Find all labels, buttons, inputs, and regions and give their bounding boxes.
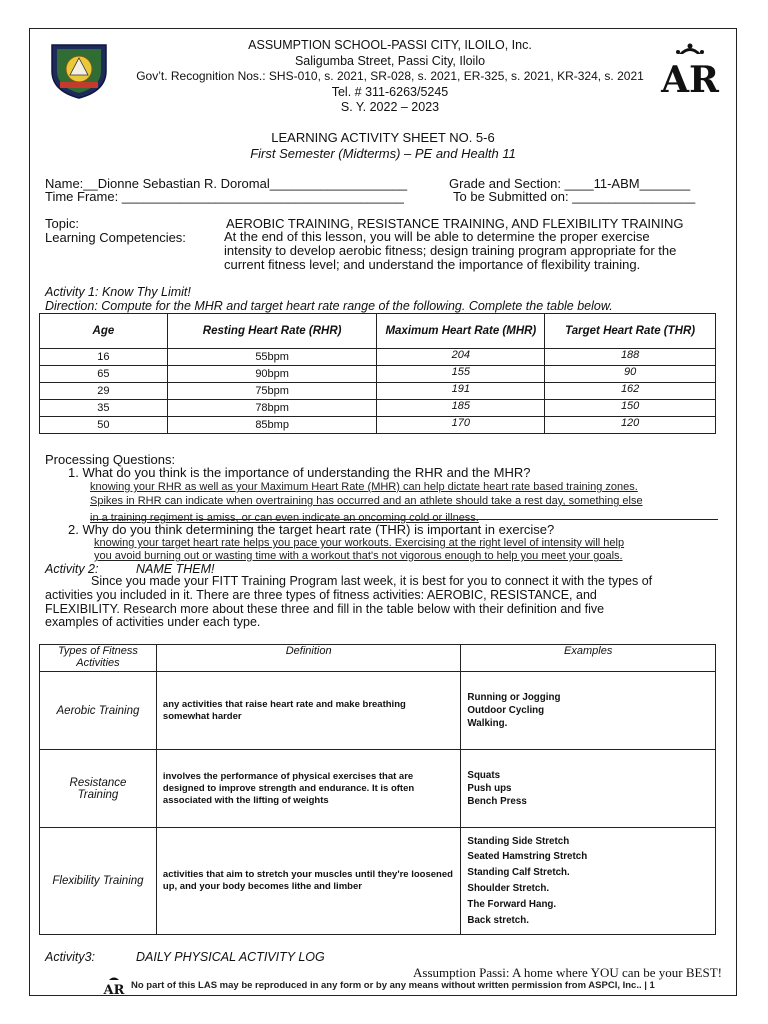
cell-mhr: 185 — [377, 400, 545, 417]
question-2: 2. Why do you think determining the target heart rate (THR) is important in exercise? — [68, 522, 555, 537]
example-item: Push ups — [467, 783, 512, 794]
cell-age: 50 — [40, 417, 168, 434]
col-header-type: Types of Fitness Activities — [40, 645, 157, 672]
answer-2 — [94, 537, 624, 563]
cell-thr: 162 — [545, 383, 716, 400]
cell-definition: involves the performance of physical exercises that are designed to improve strength and endurance. It is often associated with the lifting of weights — [156, 750, 460, 828]
cell-definition: activities that aim to stretch your muscles until they're loosened up, and your body becomes lithe and limber — [156, 828, 460, 935]
timeframe-label: Time Frame: — [45, 189, 119, 204]
cell-type: Flexibility Training — [40, 828, 157, 935]
col-header-definition: Definition — [156, 645, 460, 672]
table-row — [40, 750, 716, 828]
cell-rhr: 55bpm — [167, 349, 377, 366]
answer-line: knowing your target heart rate helps you pace your workouts. Exercising at the right level of intensity will help — [94, 537, 625, 549]
intro-line: activities you included in it. There are three types of fitness activities: AEROBIC, RESISTANCE, and — [45, 587, 597, 602]
heart-rate-table — [39, 313, 716, 434]
name-value: __Dionne Sebastian R. Doromal___________________ — [83, 176, 408, 191]
table-header-row — [40, 314, 716, 349]
cell-thr: 150 — [545, 400, 716, 417]
answer-line: Spikes in RHR can indicate when overtraining has occurred and an athlete should take a rest day, something else — [90, 495, 643, 507]
cell-thr: 90 — [545, 366, 716, 383]
topic-label: Topic: — [45, 216, 79, 231]
activity2-title: Activity 2: — [45, 562, 99, 576]
footer-motto: Assumption Passi: A home where YOU can be your BEST! — [413, 965, 722, 980]
competencies-text — [224, 230, 676, 272]
competency-line: At the end of this lesson, you will be able to determine the proper exercise — [224, 229, 650, 244]
answer-line: in a training regiment is amiss, or can even indicate an oncoming cold or illness. — [90, 512, 479, 524]
example-item: Walking. — [467, 718, 508, 729]
answer-1-rule — [90, 519, 718, 520]
intro-line: FLEXIBILITY. Research more about these three and fill in the table below with their definition and five — [45, 601, 605, 616]
footer-icon-text: AR — [103, 983, 125, 995]
activity1-direction: Direction: Compute for the MHR and target heart rate range of the following. Complete the table below. — [45, 299, 613, 313]
cell-mhr: 191 — [377, 383, 545, 400]
example-item: Standing Calf Stretch. — [467, 867, 570, 879]
competencies-label: Learning Competencies: — [45, 230, 186, 245]
example-item: Shoulder Stretch. — [467, 883, 550, 894]
cell-age: 35 — [40, 400, 168, 417]
table-row — [40, 672, 716, 750]
cell-rhr: 90bpm — [167, 366, 377, 383]
example-item: Bench Press — [467, 796, 527, 807]
intro-line: Since you made your FITT Training Program last week, it is best for you to connect it with the types of — [91, 574, 653, 588]
grade-label: Grade and Section: — [449, 176, 562, 191]
sheet-subtitle: First Semester (Midterms) – PE and Health 11 — [250, 146, 516, 161]
activity1-title: Activity 1: Know Thy Limit! — [45, 285, 191, 299]
cell-mhr: 155 — [377, 366, 545, 383]
activity3-title: Activity3: — [45, 950, 96, 964]
cell-age: 65 — [40, 366, 168, 383]
cell-type: Aerobic Training — [40, 672, 157, 750]
col-header-mhr: Maximum Heart Rate (MHR) — [377, 314, 545, 349]
example-item: Standing Side Stretch — [467, 835, 570, 847]
example-item: The Forward Hang. — [467, 898, 557, 910]
school-name: ASSUMPTION SCHOOL-PASSI CITY, ILOILO, Inc. — [248, 38, 532, 52]
answer-line: knowing your RHR as well as your Maximum Heart Rate (MHR) can help dictate heart rate based training zones. — [90, 481, 638, 493]
recognition-numbers: Gov’t. Recognition Nos.: SHS-010, s. 2021, SR-028, s. 2021, ER-325, s. 2021, KR-324, s. 2021 — [136, 69, 644, 84]
example-item: Back stretch. — [467, 914, 529, 926]
telephone: Tel. # 311-6263/5245 — [331, 84, 449, 99]
school-address: Saligumba Street, Passi City, Iloilo — [294, 53, 486, 68]
submitted-label: To be Submitted on: — [453, 189, 569, 204]
timeframe-field — [45, 189, 404, 204]
cell-examples — [461, 750, 716, 828]
grade-value: ____11-ABM_______ — [564, 176, 691, 191]
timeframe-value: _______________________________________ — [121, 189, 404, 204]
col-header-rhr: Resting Heart Rate (RHR) — [167, 314, 377, 349]
answer-line: you avoid burning out or wasting time with a workout that's not vigorous enough to help you meet your goals. — [94, 550, 623, 562]
activity3-name: DAILY PHYSICAL ACTIVITY LOG — [136, 950, 325, 964]
school-year: S. Y. 2022 – 2023 — [340, 100, 440, 115]
submitted-field — [453, 189, 695, 204]
activity2-intro — [45, 575, 652, 630]
example-item: Outdoor Cycling — [467, 705, 545, 716]
letterhead — [100, 38, 680, 116]
question-1: 1. What do you think is the importance of understanding the RHR and the MHR? — [68, 465, 531, 480]
table-row — [40, 366, 716, 383]
cell-mhr: 170 — [377, 417, 545, 434]
cell-thr: 188 — [545, 349, 716, 366]
example-item: Squats — [467, 770, 501, 781]
example-item: Running or Jogging — [467, 692, 561, 703]
cell-type: Resistance Training — [40, 750, 157, 828]
cell-examples — [461, 672, 716, 750]
submitted-value: _________________ — [572, 189, 696, 204]
footer-ar-icon — [102, 975, 126, 995]
intro-line: examples of activities under each type. — [45, 615, 261, 630]
topic-value: AEROBIC TRAINING, RESISTANCE TRAINING, AND FLEXIBILITY TRAINING — [226, 216, 684, 231]
sheet-title: LEARNING ACTIVITY SHEET NO. 5-6 — [271, 130, 495, 145]
processing-heading: Processing Questions: — [45, 452, 176, 467]
col-header-thr: Target Heart Rate (THR) — [545, 314, 716, 349]
competency-line: intensity to develop aerobic fitness; design training program appropriate for the — [224, 243, 677, 258]
cell-thr: 120 — [545, 417, 716, 434]
table-row — [40, 383, 716, 400]
cell-mhr: 204 — [377, 349, 545, 366]
col-header-examples: Examples — [461, 645, 716, 672]
col-header-age: Age — [40, 314, 168, 349]
table-row — [40, 417, 716, 434]
cell-age: 29 — [40, 383, 168, 400]
cell-rhr: 78bpm — [167, 400, 377, 417]
table-row — [40, 400, 716, 417]
cell-rhr: 75bpm — [167, 383, 377, 400]
name-label: Name: — [45, 176, 84, 191]
table-row — [40, 828, 716, 935]
table-header-row — [40, 645, 716, 672]
footer-notice: No part of this LAS may be reproduced in any form or by any means without written permission from ASPCI, Inc.. | 1 — [131, 980, 655, 991]
table-row — [40, 349, 716, 366]
fitness-types-table — [39, 644, 716, 935]
cell-examples — [461, 828, 716, 935]
example-item: Seated Hamstring Stretch — [467, 851, 588, 863]
competency-line: current fitness level; and understand the importance of flexibility training. — [224, 257, 641, 272]
cell-definition: any activities that raise heart rate and make breathing somewhat harder — [156, 672, 460, 750]
cell-rhr: 85bmp — [167, 417, 377, 434]
activity2-name: NAME THEM! — [136, 562, 215, 576]
logo-monogram-text: AR — [661, 59, 719, 98]
cell-age: 16 — [40, 349, 168, 366]
